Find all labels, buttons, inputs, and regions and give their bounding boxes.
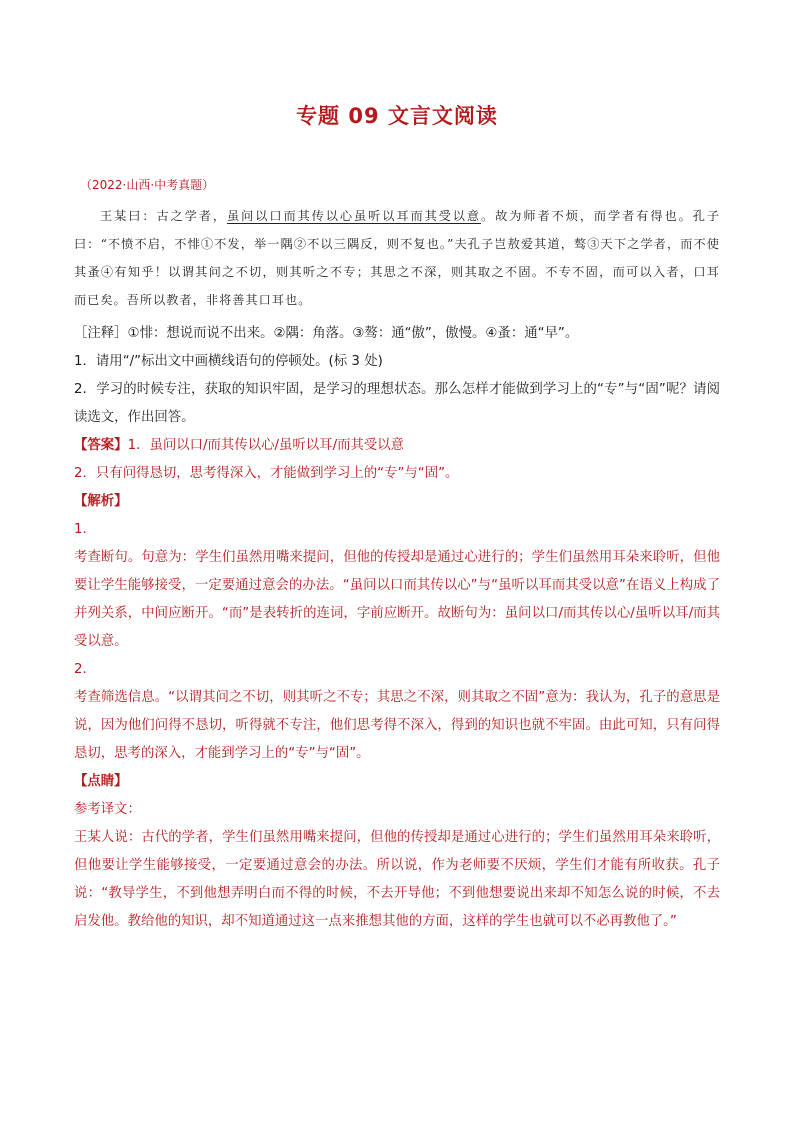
answer-line-2: 2．只有问得恳切，思考得深入，才能做到学习上的“专”与“固”。 (74, 466, 459, 481)
document-body (74, 176, 720, 936)
analysis-tag: 【解析】 (74, 494, 128, 509)
dianjing-tag: 【点睛】 (74, 774, 128, 789)
analysis-text-1: 考查断句。句意为：学生们虽然用嘴来提问，但他的传授却是通过心进行的；学生们虽然用耳朵来聆听，但他要让学生能够接受，一定要通过意会的办法。“虽问以口而其传以心”与“虽听以耳而其受以意”在语义上构成了并列关系，中间应断开。“而”是表转折的连词，字前应断开。故断句为：虽问以口/而其传以心/虽听以耳/而其受以意。 (74, 550, 720, 649)
source-label: （2022·山西·中考真题） (80, 178, 215, 192)
underlined-sentence: 虽问以口而其传以心虽听以耳而其受以意 (227, 209, 482, 223)
question-1: 1．请用“/”标出文中画横线语句的停顿处。(标 3 处) (74, 354, 383, 369)
translation-text: 王某人说：古代的学者，学生们虽然用嘴来提问，但他的传授却是通过心进行的；学生们虽然用耳朵来聆听，但他要让学生能够接受，一定要通过意会的办法。所以说，作为老师要不厌烦，学生们才能有所收获。孔子说：“教导学生，不到他想弄明白而不得的时候，不去开导他；不到他想要说出来却不知怎么说的时候，不去启发他。教给他的知识，却不知道通过这一点来推想其他的方面，这样的学生也就可以不必再教他了。” (74, 830, 720, 929)
answer-text-1: 1．虽问以口/而其传以心/虽听以耳/而其受以意 (127, 438, 405, 453)
analysis-number-1: 1． (74, 522, 96, 537)
passage-after: 。故为师者不烦，而学者有得也。孔子曰：“不愤不启，不悱①不发，举一隅②不以三隅反，则不复也。”夫孔子岂敖爱其道，骜③天下之学者，而不使其蚤④有知乎！以谓其问之不切，则其听之不专；其思之不深，则其取之不固。不专不固，而可以入者，口耳而已矣。吾所以教者，非将善其口耳也。 (74, 209, 721, 307)
classical-passage (74, 202, 720, 314)
annotation-note: ［注释］①悱：想说而说不出来。②隅：角落。③骜：通“傲”，傲慢。④蚤：通“早”。 (74, 326, 579, 341)
translation-label: 参考译文： (74, 802, 141, 817)
analysis-number-2: 2． (74, 662, 96, 677)
analysis-text-2: 考查筛选信息。“以谓其问之不切，则其听之不专；其思之不深，则其取之不固”意为：我认为，孔子的意思是说，因为他们问得不恳切，听得就不专注，他们思考得不深入，得到的知识也就不牢固。由此可知，只有问得恳切，思考的深入，才能到学习上的“专”与“固”。 (74, 690, 720, 761)
question-2: 2．学习的时候专注，获取的知识牢固，是学习的理想状态。那么怎样才能做到学习上的“专”与“固”呢？请阅读选文，作出回答。 (74, 382, 720, 425)
answer-line-1 (74, 432, 720, 460)
passage-before: 王某曰：古之学者， (100, 209, 228, 223)
answer-tag: 【答案】 (74, 438, 128, 453)
page-title: 专题 09 文言文阅读 (296, 104, 498, 128)
